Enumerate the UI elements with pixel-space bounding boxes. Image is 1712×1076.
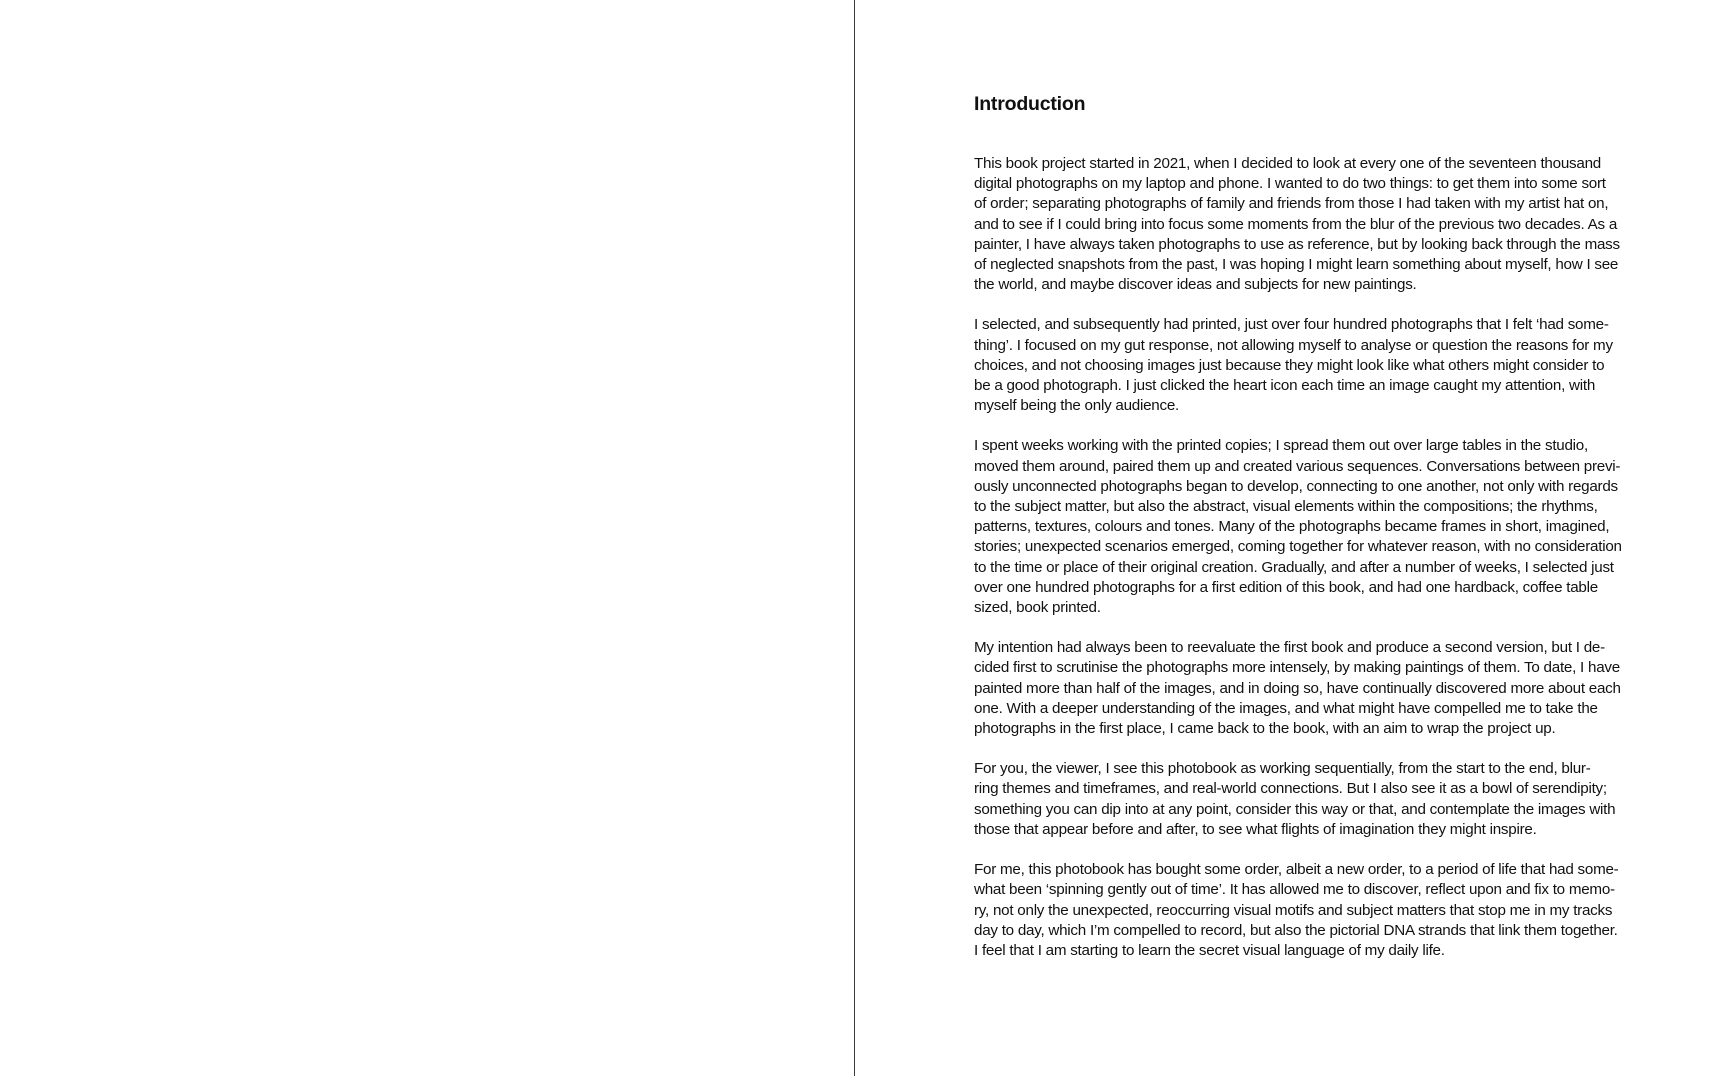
paragraph-6: For me, this photobook has bought some order, albeit a new order, to a period of life that had some- what been ‘spinning gently out of time’. It has allowed me to discover, reflect upon and fix to memo- ry, not only the unexpected, reoccurring visual motifs and subject matters that stop me in my tracks day to day, which I’m compelled to record, but also the pictorial DNA strands that link them together. I feel that I am starting to learn the secret visual language of my daily life.	[974, 861, 1619, 959]
page-title: Introduction	[974, 93, 1086, 115]
left-page-blank	[0, 0, 854, 1076]
paragraph-3: I spent weeks working with the printed copies; I spread them out over large tables in the studio, moved them around, paired them up and created various sequences. Conversations between previ- ously unconnected photographs began to develop, connecting to one another, not only with regards to the subject matter, but also the abstract, visual elements within the compositions; the rhythms, patterns, textures, colours and tones. Many of the photographs became frames in short, imagined, stories; unexpected scenarios emerged, coming together for whatever reason, with no consideration to the time or place of their original creation. Gradually, and after a number of weeks, I selected just over one hundred photographs for a first edition of this book, and had one hardback, coffee table sized, book printed.	[974, 437, 1622, 617]
paragraph-4: My intention had always been to reevaluate the first book and produce a second version, but I de- cided first to scrutinise the photographs more intensely, by making paintings of them. To date, I have painted more than half of the images, and in doing so, have continually discovered more about each one. With a deeper understanding of the images, and what might have compelled me to take the photographs in the first place, I came back to the book, with an aim to wrap the project up.	[974, 639, 1621, 738]
paragraph-5: For you, the viewer, I see this photobook as working sequentially, from the start to the end, blur- ring themes and timeframes, and real-world connections. But I also see it as a bowl of serendipity; something you can dip into at any point, consider this way or that, and contemplate the images with those that appear before and after, to see what flights of imagination they might inspire.	[974, 760, 1616, 838]
paragraph-1: This book project started in 2021, when I decided to look at every one of the seventeen thousand digital photographs on my laptop and phone. I wanted to do two things: to get them into some sort of order; separating photographs of family and friends from those I had taken with my artist hat on, and to see if I could bring into focus some moments from the blur of the previous two decades. As a painter, I have always taken photographs to use as reference, but by looking back through the mass of neglected snapshots from the past, I was hoping I might learn something about myself, how I see the world, and maybe discover ideas and subjects for new paintings.	[974, 155, 1620, 294]
paragraph-2: I selected, and subsequently had printed, just over four hundred photographs that I felt ‘had some- thing’. I focused on my gut response, not allowing myself to analyse or question the reasons for my choices, and not choosing images just because they might look like what others might consider to be a good photograph. I just clicked the heart icon each time an image caught my attention, with myself being the only audience.	[974, 316, 1613, 415]
right-page	[855, 0, 1712, 1076]
introduction-text-block	[974, 92, 1622, 981]
